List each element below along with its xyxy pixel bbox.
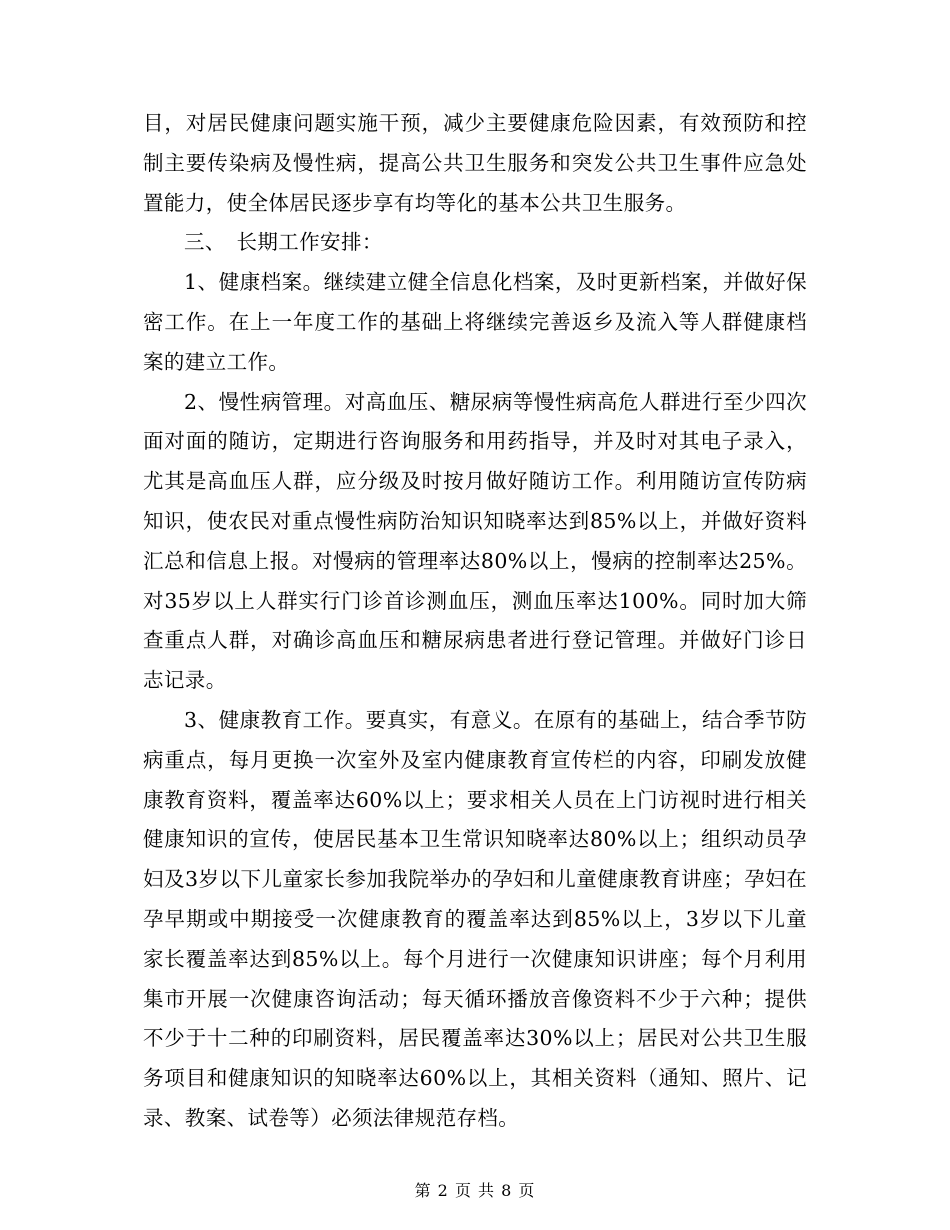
paragraph-continuation: 目，对居民健康问题实施干预，减少主要健康危险因素，有效预防和控制主要传染病及慢性病，提高公共卫生服务和突发公共卫生事件应急处置能力，使全体居民逐步享有均等化的基本公共卫生服务。 [143, 111, 807, 215]
paragraph-chronic-disease: 2、慢性病管理。对高血压、糖尿病等慢性病高危人群进行至少四次面对面的随访，定期进行咨询服务和用药指导，并及时对其电子录入，尤其是高血压人群，应分级及时按月做好随访工作。利用随访宣传防病知识，使农民对重点慢性病防治知识知晓率达到85%以上，并做好资料汇总和信息上报。对慢病的管理率达80%以上，慢病的控制率达25%。对35岁以上人群实行门诊首诊测血压，测血压率达100%。同时加大筛查重点人群，对确诊高血压和糖尿病患者进行登记管理。并做好门诊日志记录。 [143, 389, 807, 693]
page-number-footer: 第 2 页 共 8 页 [414, 1181, 536, 1200]
paragraph-health-records: 1、健康档案。继续建立健全信息化档案，及时更新档案，并做好保密工作。在上一年度工作的基础上将继续完善返乡及流入等人群健康档案的建立工作。 [143, 270, 807, 374]
section-heading: 三、 长期工作安排： [184, 230, 383, 255]
document-body [143, 104, 807, 1139]
paragraph-health-education: 3、健康教育工作。要真实，有意义。在原有的基础上，结合季节防病重点，每月更换一次室外及室内健康教育宣传栏的内容，印刷发放健康教育资料，覆盖率达60%以上；要求相关人员在上门访视时进行相关健康知识的宣传，使居民基本卫生常识知晓率达80%以上；组织动员孕妇及3岁以下儿童家长参加我院举办的孕妇和儿童健康教育讲座；孕妇在孕早期或中期接受一次健康教育的覆盖率达到85%以上，3岁以下儿童家长覆盖率达到85%以上。每个月进行一次健康知识讲座；每个月利用集市开展一次健康咨询活动；每天循环播放音像资料不少于六种；提供不少于十二种的印刷资料，居民覆盖率达30%以上；居民对公共卫生服务项目和健康知识的知晓率达60%以上，其相关资料（通知、照片、记录、教案、试卷等）必须法律规范存档。 [143, 707, 807, 1130]
